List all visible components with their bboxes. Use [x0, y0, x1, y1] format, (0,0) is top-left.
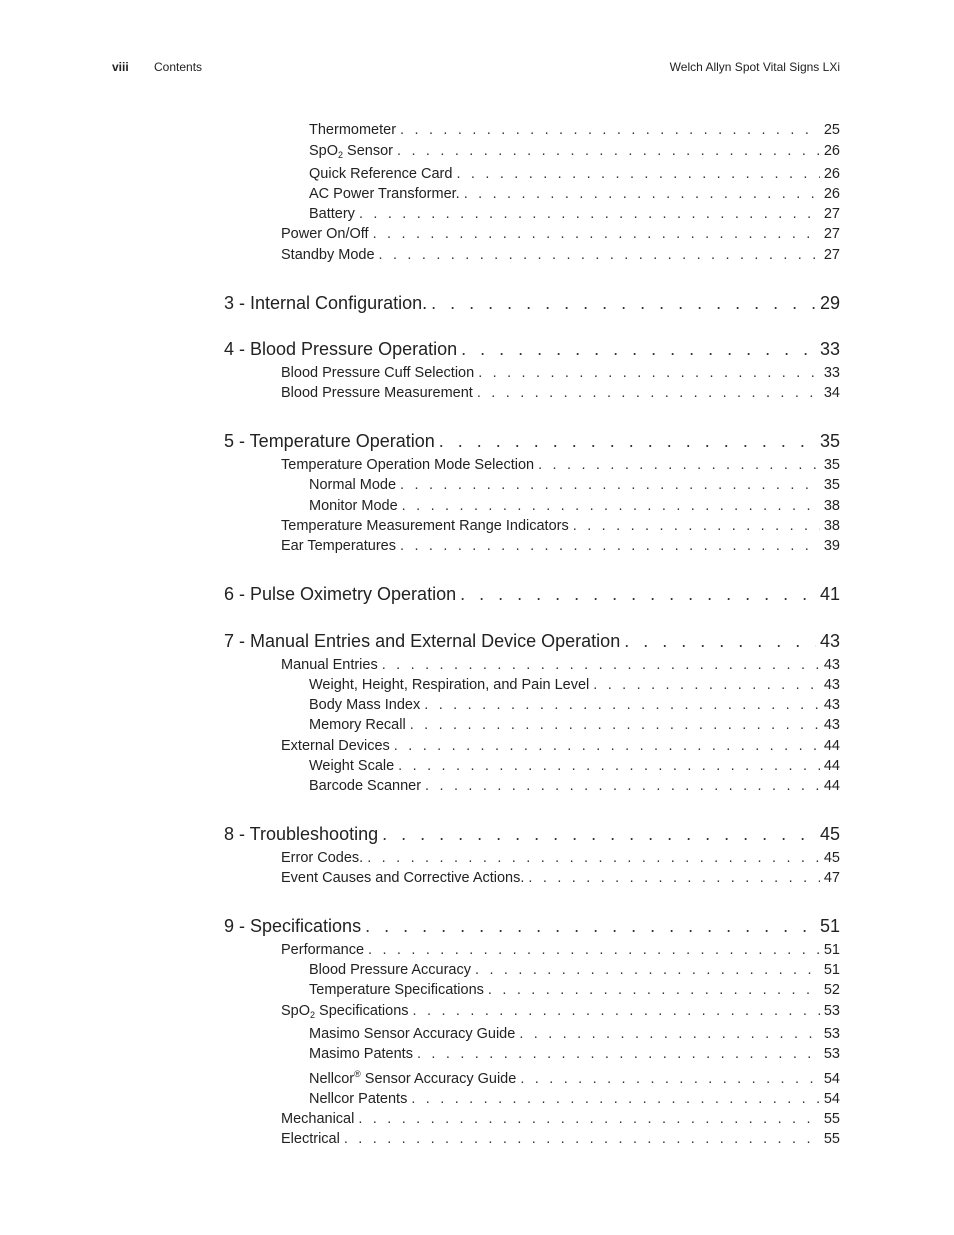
toc-entry[interactable]	[309, 716, 840, 734]
toc-entry[interactable]	[309, 676, 840, 694]
toc-page-number: 45	[823, 850, 840, 866]
toc-entry-title-text: Weight, Height, Respiration, and Pain Level	[309, 677, 590, 693]
dot-leader	[475, 961, 820, 979]
toc-entry-title-text: Blood Pressure Measurement	[281, 385, 473, 401]
toc-page-number: 51	[823, 962, 840, 978]
toc-entry-title	[281, 737, 394, 755]
dot-leader	[394, 737, 820, 755]
toc-entry[interactable]	[281, 737, 840, 755]
toc-entry-title	[281, 517, 573, 535]
toc-entry[interactable]	[281, 869, 840, 887]
toc-page-number: 55	[823, 1111, 840, 1127]
toc-entry[interactable]	[309, 1025, 840, 1043]
toc-entry-title	[281, 384, 477, 402]
toc-page-number: 45	[819, 824, 840, 844]
toc-entry-title	[309, 165, 456, 183]
dot-leader	[488, 981, 820, 999]
toc-page-number: 51	[823, 942, 840, 958]
dot-leader	[367, 849, 820, 867]
toc-entry[interactable]	[281, 1110, 840, 1128]
toc-entry[interactable]	[281, 1002, 840, 1020]
toc-entry[interactable]	[309, 981, 840, 999]
toc-entry[interactable]	[309, 165, 840, 183]
toc-entry[interactable]	[281, 537, 840, 555]
toc-entry[interactable]	[309, 121, 840, 139]
toc-entry[interactable]	[309, 1070, 840, 1088]
toc-entry[interactable]	[281, 364, 840, 382]
toc-page-number: 35	[823, 477, 840, 493]
toc-entry[interactable]	[309, 757, 840, 775]
dot-leader	[538, 456, 820, 474]
toc-entry-title	[309, 185, 464, 203]
toc-entry-title-text: Temperature Specifications	[309, 982, 484, 998]
dot-leader	[431, 292, 816, 314]
toc-entry-title-text: Barcode Scanner	[309, 778, 422, 794]
toc-entry-title-text: AC Power Transformer.	[309, 186, 460, 202]
dot-leader	[456, 165, 819, 183]
toc-page-number: 52	[823, 982, 840, 998]
dot-leader	[400, 537, 820, 555]
toc-page-number: 44	[823, 738, 840, 754]
toc-entry-title-text: SpO	[309, 143, 339, 159]
toc-entry-title-text: Performance	[281, 942, 365, 958]
toc-entry[interactable]	[281, 246, 840, 264]
toc-entry-title	[224, 823, 382, 845]
dot-leader	[373, 225, 820, 243]
toc-entry[interactable]	[309, 205, 840, 223]
toc-page-number: 41	[819, 584, 840, 604]
dot-leader	[358, 1110, 820, 1128]
toc-entry-title-text: Quick Reference Card	[309, 166, 453, 182]
dot-leader	[519, 1025, 820, 1043]
toc-entry-title-text: Blood Pressure Cuff Selection	[281, 365, 475, 381]
toc-entry-title-text: Specifications	[315, 1003, 409, 1019]
toc-entry-title-text: SpO	[281, 1003, 311, 1019]
dot-leader	[464, 185, 820, 203]
toc-entry-title-text: Weight Scale	[309, 758, 395, 774]
toc-entry[interactable]	[281, 456, 840, 474]
dot-leader	[425, 777, 820, 795]
running-header-section: Contents	[154, 60, 203, 74]
toc-entry-title	[309, 1090, 411, 1108]
toc-entry-title-text: Normal Mode	[309, 477, 397, 493]
toc-entry-title-text: Power On/Off	[281, 226, 369, 242]
dot-leader	[573, 517, 820, 535]
toc-entry-title	[309, 121, 400, 139]
dot-leader	[382, 823, 816, 845]
toc-entry-title-text: Mechanical	[281, 1111, 355, 1127]
toc-entry[interactable]	[309, 476, 840, 494]
toc-page-number: 33	[819, 339, 840, 359]
toc-entry-title	[309, 1070, 520, 1088]
dot-leader	[593, 676, 820, 694]
dot-leader	[477, 384, 820, 402]
toc-entry-title-text: 3 - Internal Configuration.	[224, 293, 428, 313]
dot-leader	[520, 1070, 820, 1088]
toc-page-number: 44	[823, 778, 840, 794]
toc-entry-title-text: Battery	[309, 206, 355, 222]
toc-entry-title	[309, 676, 593, 694]
toc-entry-title	[281, 456, 538, 474]
page-number: viii	[112, 60, 129, 74]
toc-entry-title-text: Manual Entries	[281, 657, 378, 673]
dot-leader	[397, 142, 820, 160]
toc-page-number: 47	[823, 870, 840, 886]
toc-entry-title	[281, 849, 367, 867]
dot-leader	[379, 246, 820, 264]
registered-mark: ®	[354, 1070, 361, 1079]
toc-entry[interactable]	[309, 777, 840, 795]
toc-page-number: 27	[823, 206, 840, 222]
toc-entry-title	[309, 1045, 417, 1063]
toc-page-number: 54	[823, 1071, 840, 1087]
toc-page-number: 35	[823, 457, 840, 473]
toc-entry[interactable]	[281, 517, 840, 535]
toc-entry-title	[224, 915, 365, 937]
toc-page-number: 43	[823, 697, 840, 713]
dot-leader	[461, 338, 816, 360]
toc-entry-title	[281, 1002, 413, 1020]
toc-page-number: 44	[823, 758, 840, 774]
dot-leader	[359, 205, 820, 223]
toc-entry-title-text: Masimo Patents	[309, 1046, 413, 1062]
toc-entry-title	[309, 1025, 519, 1043]
toc-entry-title	[309, 476, 400, 494]
toc-entry-title-text: Masimo Sensor Accuracy Guide	[309, 1026, 516, 1042]
toc-chapter-entry[interactable]	[224, 430, 840, 452]
toc-entry-title-text: 8 - Troubleshooting	[224, 824, 379, 844]
toc-entry[interactable]	[281, 1130, 840, 1148]
toc-entry[interactable]	[309, 696, 840, 714]
dot-leader	[398, 757, 820, 775]
toc-entry-title-text: Blood Pressure Accuracy	[309, 962, 471, 978]
toc-entry-title-text: External Devices	[281, 738, 390, 754]
toc-page-number: 33	[823, 365, 840, 381]
toc-page-number: 35	[819, 431, 840, 451]
toc-entry[interactable]	[309, 497, 840, 515]
subscript: 2	[338, 150, 344, 160]
toc-page-number: 53	[823, 1026, 840, 1042]
toc-entry-title	[281, 869, 528, 887]
toc-page-number: 55	[823, 1131, 840, 1147]
toc-entry-title-text: Standby Mode	[281, 247, 375, 263]
dot-leader	[344, 1130, 820, 1148]
toc-entry[interactable]	[281, 849, 840, 867]
toc-chapter-entry[interactable]	[224, 583, 840, 605]
toc-entry-title-text: Temperature Operation Mode Selection	[281, 457, 535, 473]
dot-leader	[478, 364, 820, 382]
toc-entry-title	[281, 225, 373, 243]
dot-leader	[413, 1002, 820, 1020]
dot-leader	[460, 583, 816, 605]
toc-entry-title	[309, 777, 425, 795]
toc-entry[interactable]	[281, 656, 840, 674]
dot-leader	[417, 1045, 820, 1063]
toc-entry-title	[224, 630, 624, 652]
toc-entry-title-text: Error Codes.	[281, 850, 364, 866]
toc-entry[interactable]	[281, 225, 840, 243]
toc-entry[interactable]	[309, 1045, 840, 1063]
toc-page-number: 38	[823, 518, 840, 534]
toc-chapter-entry[interactable]	[224, 292, 840, 314]
toc-entry-title-text: Electrical	[281, 1131, 340, 1147]
toc-entry-title-text: Ear Temperatures	[281, 538, 396, 554]
toc-entry-title	[224, 430, 439, 452]
toc-chapter-entry[interactable]	[224, 915, 840, 937]
dot-leader	[411, 1090, 820, 1108]
dot-leader	[624, 630, 816, 652]
toc-entry-title	[281, 246, 379, 264]
dot-leader	[400, 476, 820, 494]
toc-page-number: 38	[823, 498, 840, 514]
toc-entry-title-text: Event Causes and Corrective Actions.	[281, 870, 525, 886]
toc-entry-title	[309, 696, 424, 714]
dot-leader	[365, 915, 816, 937]
toc-page-number: 27	[823, 226, 840, 242]
toc-chapter-entry[interactable]	[224, 630, 840, 652]
toc-page-number: 43	[823, 677, 840, 693]
toc-entry[interactable]	[281, 384, 840, 402]
toc-entry-title-text: 4 - Blood Pressure Operation	[224, 339, 458, 359]
running-header-title: Welch Allyn Spot Vital Signs LXi	[669, 60, 840, 74]
toc-entry-title	[281, 364, 478, 382]
toc-page-number: 54	[823, 1091, 840, 1107]
toc-entry-title	[309, 961, 475, 979]
toc-page-number: 27	[823, 247, 840, 263]
toc-entry-title-text: Thermometer	[309, 122, 397, 138]
toc-entry[interactable]	[281, 941, 840, 959]
toc-entry-title-text: Body Mass Index	[309, 697, 421, 713]
dot-leader	[410, 716, 820, 734]
subscript: 2	[310, 1010, 316, 1020]
toc-entry-title-text: 5 - Temperature Operation	[224, 431, 435, 451]
toc-entry-title	[281, 1130, 344, 1148]
toc-entry-title	[309, 757, 398, 775]
dot-leader	[439, 430, 816, 452]
toc-page-number: 26	[823, 143, 840, 159]
toc-entry-title-text: Memory Recall	[309, 717, 406, 733]
toc-entry-title	[281, 941, 368, 959]
toc-entry-title-text: Sensor Accuracy Guide	[360, 1071, 517, 1087]
toc-entry-title-text: Sensor	[343, 143, 394, 159]
toc-chapter-entry[interactable]	[224, 823, 840, 845]
dot-leader	[528, 869, 819, 887]
toc-page-number: 29	[819, 293, 840, 313]
toc-entry-title-text: Temperature Measurement Range Indicators	[281, 518, 569, 534]
toc-entry-title	[309, 716, 410, 734]
toc-page-number: 53	[823, 1003, 840, 1019]
toc-entry-title	[281, 656, 382, 674]
toc-entry-title	[309, 497, 402, 515]
toc-page-number: 43	[819, 631, 840, 651]
toc-page-number: 53	[823, 1046, 840, 1062]
toc-entry[interactable]	[309, 142, 840, 160]
toc-page-number: 26	[823, 166, 840, 182]
toc-entry-title	[309, 205, 359, 223]
dot-leader	[424, 696, 820, 714]
toc-entry-title-text: 6 - Pulse Oximetry Operation	[224, 584, 457, 604]
toc-entry-title	[281, 1110, 358, 1128]
toc-entry-title-text: Monitor Mode	[309, 498, 398, 514]
toc-entry-title	[224, 583, 460, 605]
dot-leader	[382, 656, 820, 674]
toc-page-number: 43	[823, 657, 840, 673]
toc-page-number: 51	[819, 916, 840, 936]
toc-page-number: 26	[823, 186, 840, 202]
toc-entry-title	[309, 981, 488, 999]
toc-page-number: 39	[823, 538, 840, 554]
toc-entry-title	[281, 537, 400, 555]
toc-entry-title	[224, 292, 431, 314]
toc-chapter-entry[interactable]	[224, 338, 840, 360]
toc-entry-title-text: 7 - Manual Entries and External Device Operation	[224, 631, 621, 651]
dot-leader	[400, 121, 820, 139]
toc-entry-title-text: 9 - Specifications	[224, 916, 362, 936]
toc-entry[interactable]	[309, 185, 840, 203]
toc-entry-title-text: Nellcor Patents	[309, 1091, 408, 1107]
toc-entry[interactable]	[309, 961, 840, 979]
toc-page-number: 43	[823, 717, 840, 733]
toc-entry[interactable]	[309, 1090, 840, 1108]
dot-leader	[368, 941, 820, 959]
toc-entry-title-text: Nellcor	[309, 1071, 355, 1087]
dot-leader	[402, 497, 820, 515]
toc-entry-title	[309, 142, 397, 160]
toc-page-number: 25	[823, 122, 840, 138]
toc-entry-title	[224, 338, 461, 360]
toc-page-number: 34	[823, 385, 840, 401]
